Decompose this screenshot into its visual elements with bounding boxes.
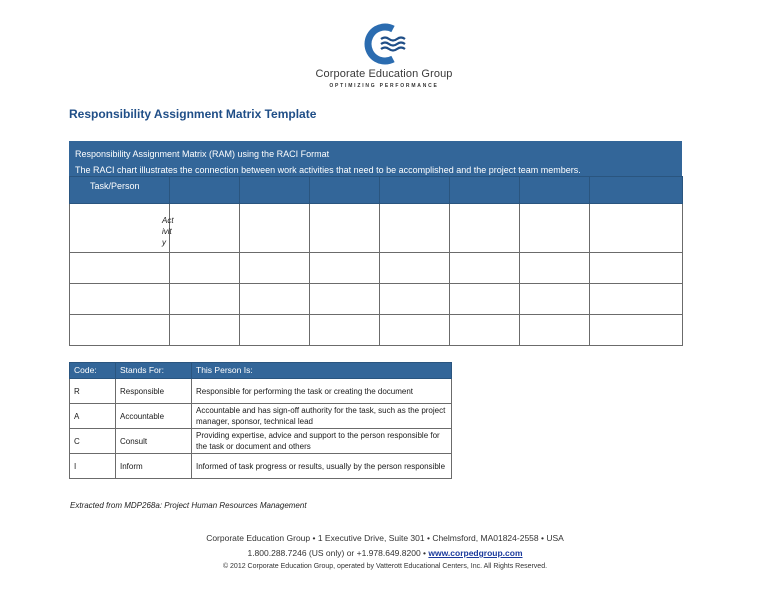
activity-cell[interactable]: [70, 253, 170, 284]
legend-description: Responsible for performing the task or creating the document: [192, 379, 452, 404]
grid-cell[interactable]: [520, 204, 590, 253]
grid-cell[interactable]: [380, 284, 450, 315]
legend-code: I: [70, 454, 116, 479]
page-title: Responsibility Assignment Matrix Template: [69, 107, 317, 121]
ram-grid-header-row: [70, 177, 683, 204]
ram-matrix: [69, 141, 682, 346]
grid-cell[interactable]: [520, 284, 590, 315]
grid-cell[interactable]: [450, 315, 520, 346]
legend-code: R: [70, 379, 116, 404]
legend-header-description: This Person Is:: [192, 363, 452, 379]
legend-code: A: [70, 404, 116, 429]
person-header-cell[interactable]: [380, 177, 450, 204]
person-header-cell[interactable]: [240, 177, 310, 204]
activity-label: Activity: [162, 216, 174, 247]
grid-cell[interactable]: [450, 253, 520, 284]
source-note: Extracted from MDP268a: Project Human Resources Management: [70, 501, 307, 510]
grid-cell[interactable]: [590, 315, 683, 346]
logo-company-name: Corporate Education Group: [315, 68, 453, 80]
grid-cell[interactable]: [310, 315, 380, 346]
grid-cell[interactable]: [240, 315, 310, 346]
footer-copyright: © 2012 Corporate Education Group, operated by Vatterott Educational Centers, Inc. All Rights Reserved.: [222, 563, 548, 570]
grid-cell[interactable]: [590, 204, 683, 253]
legend-description: Accountable and has sign-off authority for the task, such as the project manager, sponsor, technical lead: [192, 404, 452, 429]
grid-cell[interactable]: [590, 284, 683, 315]
person-header-cell[interactable]: [310, 177, 380, 204]
ram-header-description: The RACI chart illustrates the connection between work activities that need to be accomplished and the project team members.: [75, 165, 581, 175]
table-row: [70, 454, 452, 479]
grid-cell[interactable]: [240, 204, 310, 253]
legend-description: Informed of task progress or results, usually by the person responsible: [192, 454, 452, 479]
grid-cell[interactable]: [380, 253, 450, 284]
ram-grid: [69, 176, 683, 346]
footer-phone: 1.800.288.7246 (US only) or +1.978.649.8200 •: [247, 548, 427, 558]
activity-cell[interactable]: [70, 204, 174, 253]
legend-description: Providing expertise, advice and support to the person responsible for the task or document and others: [192, 429, 452, 454]
table-row: [70, 284, 683, 315]
footer-contact: [120, 548, 650, 558]
table-row: [70, 429, 452, 454]
legend-header-row: [70, 363, 452, 379]
grid-cell[interactable]: [170, 204, 240, 253]
legend-stands-for: Consult: [116, 429, 192, 454]
raci-legend-table: [69, 362, 452, 479]
grid-cell[interactable]: [310, 253, 380, 284]
task-person-header: Task/Person: [70, 177, 170, 204]
table-row: [70, 204, 683, 253]
person-header-cell[interactable]: [520, 177, 590, 204]
grid-cell[interactable]: [170, 253, 240, 284]
person-header-cell[interactable]: [590, 177, 683, 204]
grid-cell[interactable]: [170, 315, 240, 346]
table-row: [70, 379, 452, 404]
grid-cell[interactable]: [520, 253, 590, 284]
activity-cell[interactable]: [70, 315, 170, 346]
legend-stands-for: Inform: [116, 454, 192, 479]
wave-c-logo-icon: [359, 20, 409, 68]
legend-code: C: [70, 429, 116, 454]
person-header-cell[interactable]: [170, 177, 240, 204]
footer-address: Corporate Education Group • 1 Executive Drive, Suite 301 • Chelmsford, MA01824-2558 • USA: [206, 533, 564, 543]
table-row: [70, 404, 452, 429]
ram-header-title: Responsibility Assignment Matrix (RAM) using the RACI Format: [75, 149, 330, 159]
ram-header: [69, 141, 682, 176]
grid-cell[interactable]: [450, 284, 520, 315]
legend-stands-for: Accountable: [116, 404, 192, 429]
table-row: [70, 253, 683, 284]
legend-header-code: Code:: [70, 363, 116, 379]
grid-cell[interactable]: [590, 253, 683, 284]
grid-cell[interactable]: [450, 204, 520, 253]
website-link[interactable]: www.corpedgroup.com: [428, 548, 523, 558]
grid-cell[interactable]: [240, 284, 310, 315]
grid-cell[interactable]: [240, 253, 310, 284]
table-row: [70, 315, 683, 346]
grid-cell[interactable]: [380, 204, 450, 253]
person-header-cell[interactable]: [450, 177, 520, 204]
grid-cell[interactable]: [310, 284, 380, 315]
grid-cell[interactable]: [520, 315, 590, 346]
grid-cell[interactable]: [380, 315, 450, 346]
activity-cell[interactable]: [70, 284, 170, 315]
grid-cell[interactable]: [310, 204, 380, 253]
logo-tagline: OPTIMIZING PERFORMANCE: [329, 83, 439, 89]
grid-cell[interactable]: [170, 284, 240, 315]
company-logo: [300, 20, 468, 89]
legend-stands-for: Responsible: [116, 379, 192, 404]
legend-header-stands-for: Stands For:: [116, 363, 192, 379]
